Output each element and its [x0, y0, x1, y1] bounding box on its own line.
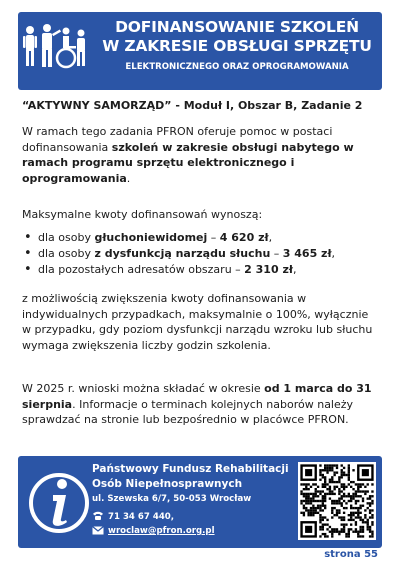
people-disability-icon	[22, 24, 88, 70]
increase-note: z możliwością zwiększenia kwoty dofinansowania w indywidualnych przypadkach, maksymalnie o 100%, wyłącznie w przypadku, gdy poziom dysfunkcji narządu wzroku lub słuchu wymaga zwiększenia liczby godzin szkolenia.	[22, 292, 373, 352]
page-number: strona 55	[324, 549, 378, 560]
org-email	[92, 526, 215, 536]
header-title-line2: W ZAKRESIE OBSŁUGI SPRZĘTU	[102, 37, 372, 55]
header-title-line1: DOFINANSOWANIE SZKOLEŃ	[115, 18, 359, 36]
header-banner	[18, 12, 382, 90]
deadline-paragraph: W 2025 r. wnioski można składać w okresie od 1 marca do 31 sierpnia. Informacje o terminach kolejnych naborów należy sprawdzać na stronie lub bezpośrednio w placówce PFRON.	[22, 382, 372, 426]
header-subtitle: ELEKTRONICZNEGO ORAZ OPROGRAMOWANIA	[125, 62, 349, 72]
list-item: • dla pozostałych adresatów obszaru – 2 310 zł,	[22, 262, 380, 278]
limits-list	[22, 230, 380, 278]
footer-contact	[18, 456, 382, 548]
email-link[interactable]: wroclaw@pfron.org.pl	[108, 526, 215, 536]
info-icon	[26, 464, 92, 542]
org-phone: 71 34 67 440,	[92, 511, 174, 522]
header-title	[96, 18, 378, 56]
list-item: • dla osoby głuchoniewidomej – 4 620 zł,	[22, 230, 380, 246]
phone-icon	[92, 511, 104, 521]
intro-paragraph: W ramach tego zadania PFRON oferuje pomoc w postaci dofinansowania szkoleń w zakresie obsługi nabytego w ramach programu sprzętu elektronicznego i oprogramowania.	[22, 125, 354, 185]
org-address: ul. Szewska 6/7, 50-053 Wrocław	[92, 494, 252, 504]
list-item: • dla osoby z dysfunkcją narządu słuchu – 3 465 zł,	[22, 246, 380, 262]
mail-icon	[92, 526, 104, 535]
qr-code[interactable]	[298, 462, 376, 540]
org-name: Państwowy Fundusz Rehabilitacji Osób Niepełnosprawnych	[92, 463, 289, 490]
limits-heading: Maksymalne kwoty dofinansowań wynoszą:	[22, 208, 263, 221]
task-title: “AKTYWNY SAMORZĄD” - Moduł I, Obszar B, Zadanie 2	[22, 99, 363, 112]
